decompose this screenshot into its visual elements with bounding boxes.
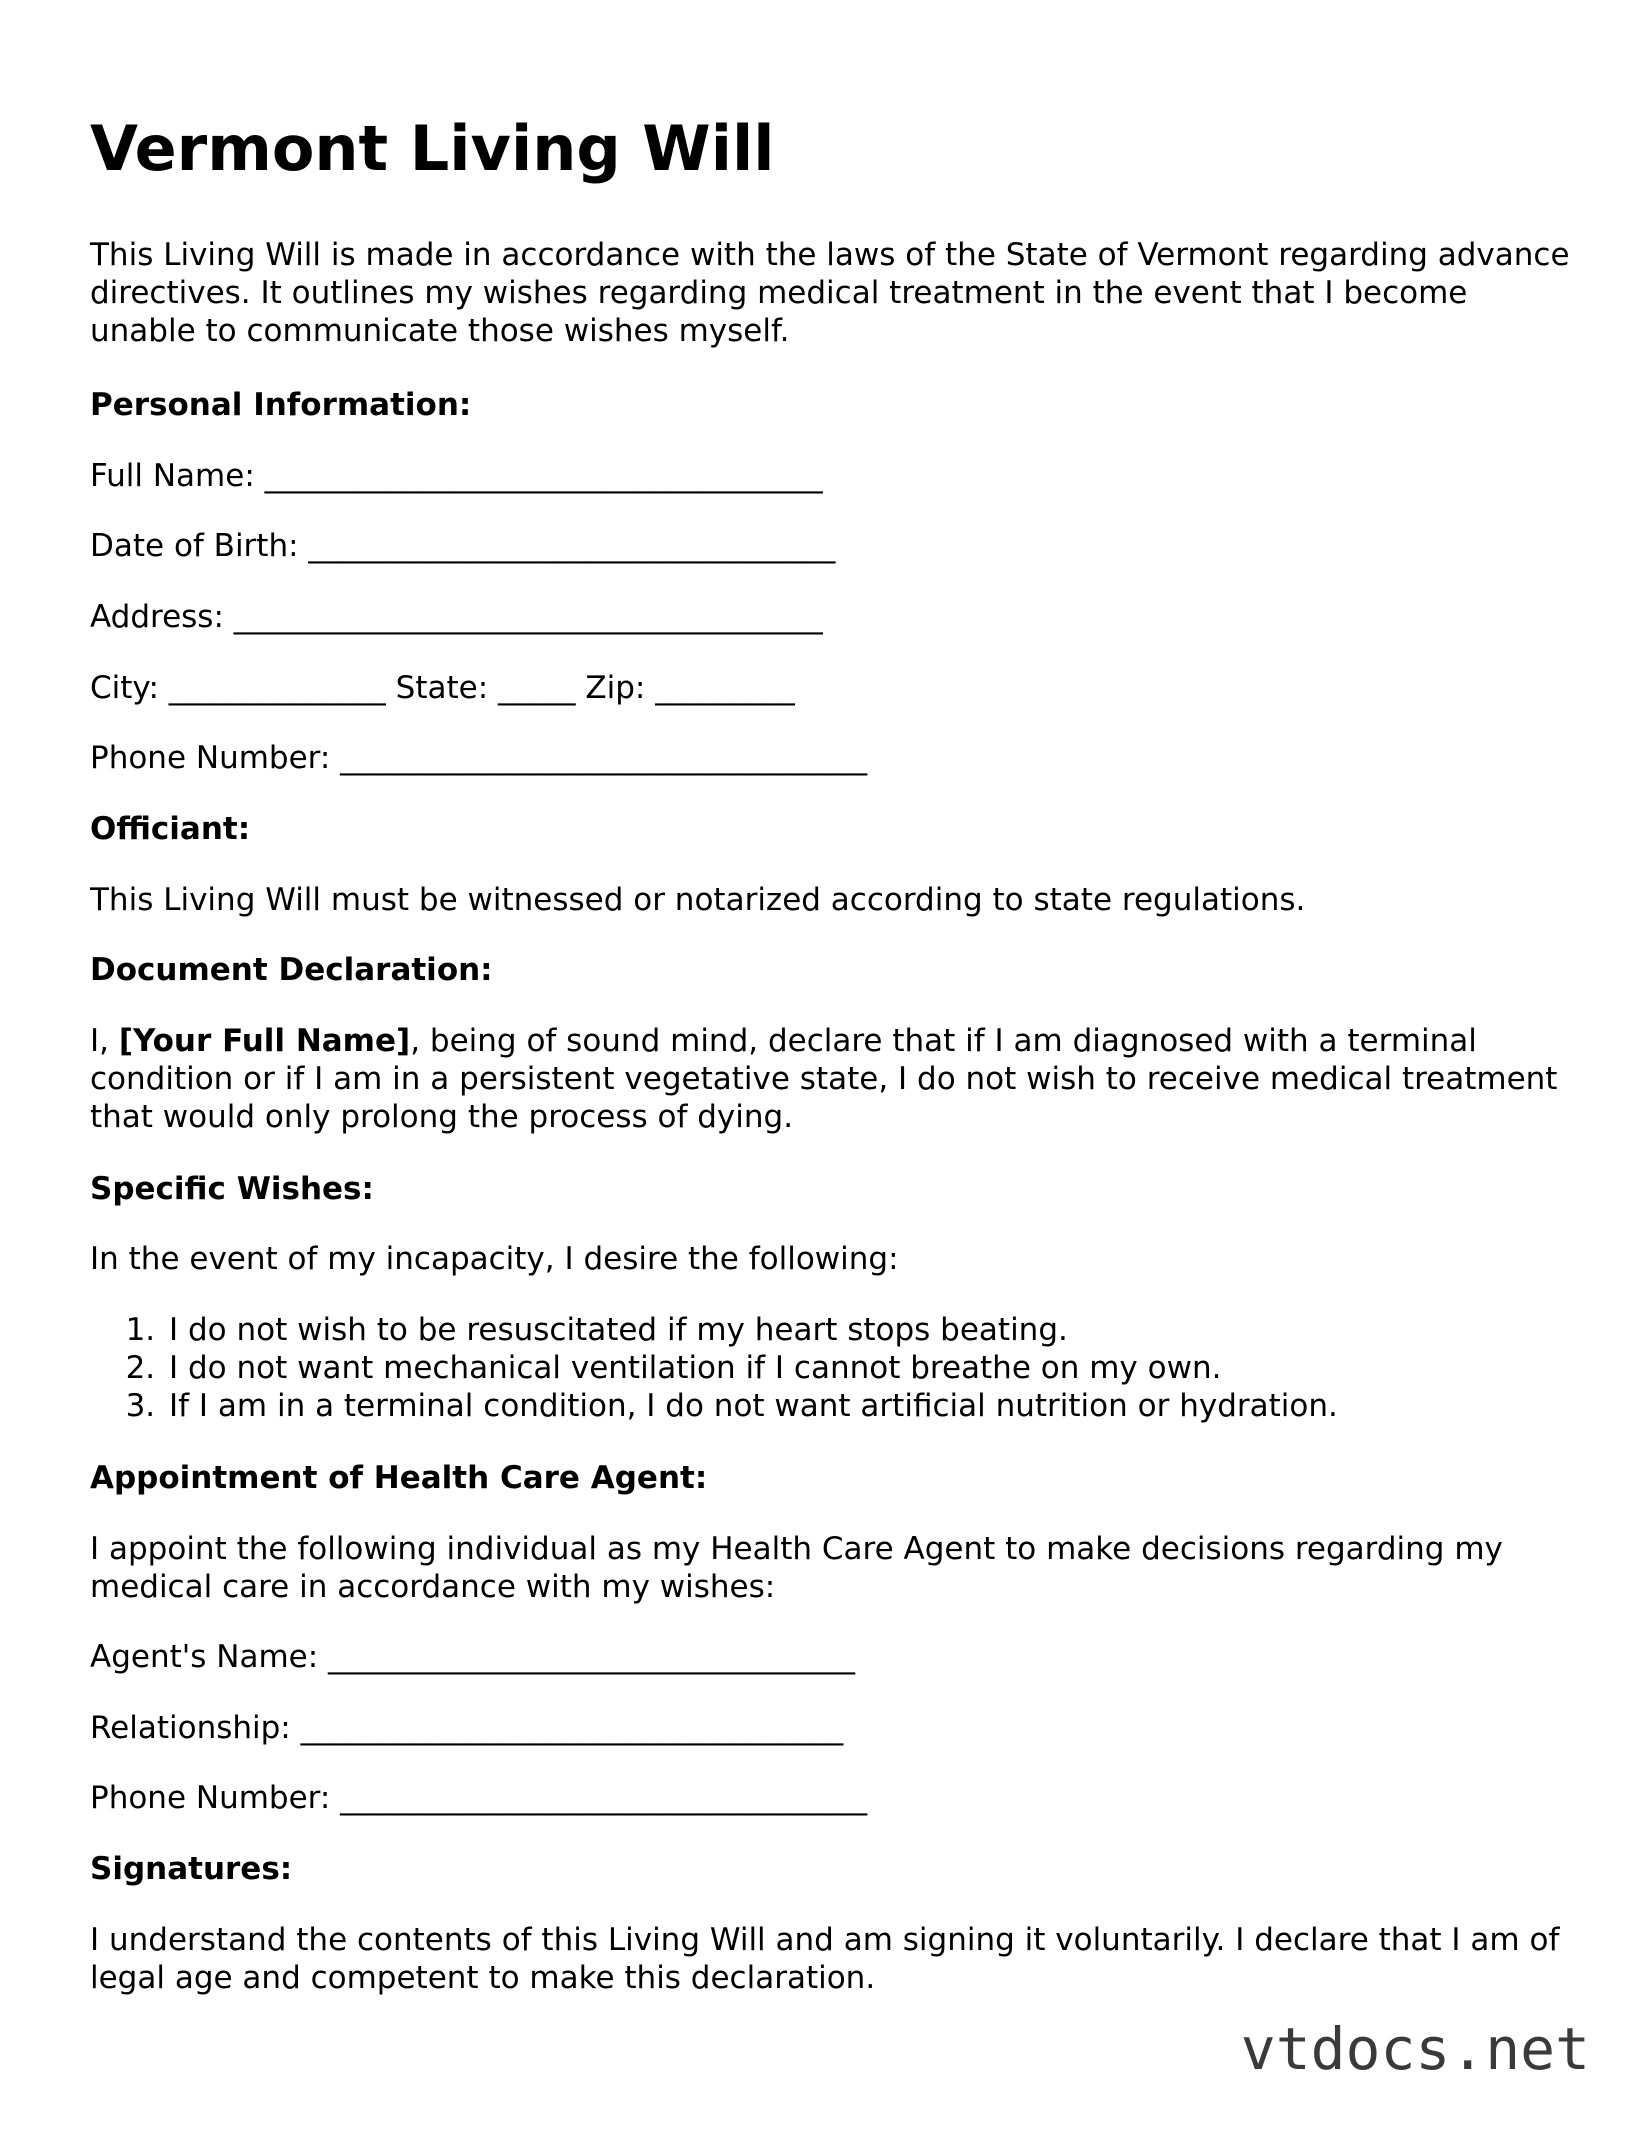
agent-heading: Appointment of Health Care Agent: — [90, 1460, 708, 1496]
list-item: 2. I do not want mechanical ventilation if I cannot breathe on my own. — [165, 1349, 1570, 1387]
personal-info-heading: Personal Information: — [90, 387, 472, 423]
declaration-prefix: I, — [90, 1023, 119, 1059]
specific-wishes-heading: Specific Wishes: — [90, 1171, 374, 1207]
declaration-text: , being of sound mind, declare that if I am diagnosed with a terminal condition or if I am in a persistent vegetative state, I do not wish to receive medical treatment that would only prolong the process of dying. — [90, 1023, 1558, 1135]
agent-paragraph: I appoint the following individual as my Health Care Agent to make decisions regarding my medical care in accordance with my wishes: — [90, 1531, 1503, 1605]
watermark: vtdocs.net — [1240, 2015, 1590, 2083]
agent-name-field: Agent's Name: __________________________________ — [90, 1639, 856, 1675]
signatures-paragraph: I understand the contents of this Living Will and am signing it voluntarily. I declare that I am of legal age and competent to make this declaration. — [90, 1922, 1560, 1996]
wishes-list — [90, 1311, 1570, 1425]
signatures-heading: Signatures: — [90, 1851, 293, 1887]
declaration-paragraph — [90, 1022, 1570, 1136]
document-title: Vermont Living Will — [90, 112, 775, 185]
name-placeholder: [Your Full Name] — [118, 1023, 411, 1059]
intro-paragraph: This Living Will is made in accordance with the laws of the State of Vermont regarding advance directives. It outlines my wishes regarding medical treatment in the event that I become unable to communicate those wishes myself. — [90, 237, 1570, 349]
declaration-heading: Document Declaration: — [90, 952, 493, 988]
address-field: Address: ______________________________________ — [90, 599, 823, 635]
agent-phone-field: Phone Number: __________________________________ — [90, 1780, 868, 1816]
wishes-list-container — [90, 1311, 1570, 1425]
full-name-field: Full Name: ____________________________________ — [90, 458, 823, 494]
specific-wishes-intro: In the event of my incapacity, I desire the following: — [90, 1241, 899, 1277]
relationship-field: Relationship: ___________________________________ — [90, 1710, 844, 1746]
date-of-birth-field: Date of Birth: __________________________________ — [90, 528, 836, 564]
city-state-zip-field: City: ______________ State: _____ Zip: _________ — [90, 670, 795, 706]
list-item: 1. I do not wish to be resuscitated if my heart stops beating. — [165, 1311, 1570, 1349]
officiant-text: This Living Will must be witnessed or notarized according to state regulations. — [90, 882, 1306, 918]
officiant-heading: Officiant: — [90, 811, 251, 847]
list-item: 3. If I am in a terminal condition, I do not want artificial nutrition or hydration. — [165, 1387, 1570, 1425]
phone-number-field: Phone Number: __________________________________ — [90, 740, 868, 776]
